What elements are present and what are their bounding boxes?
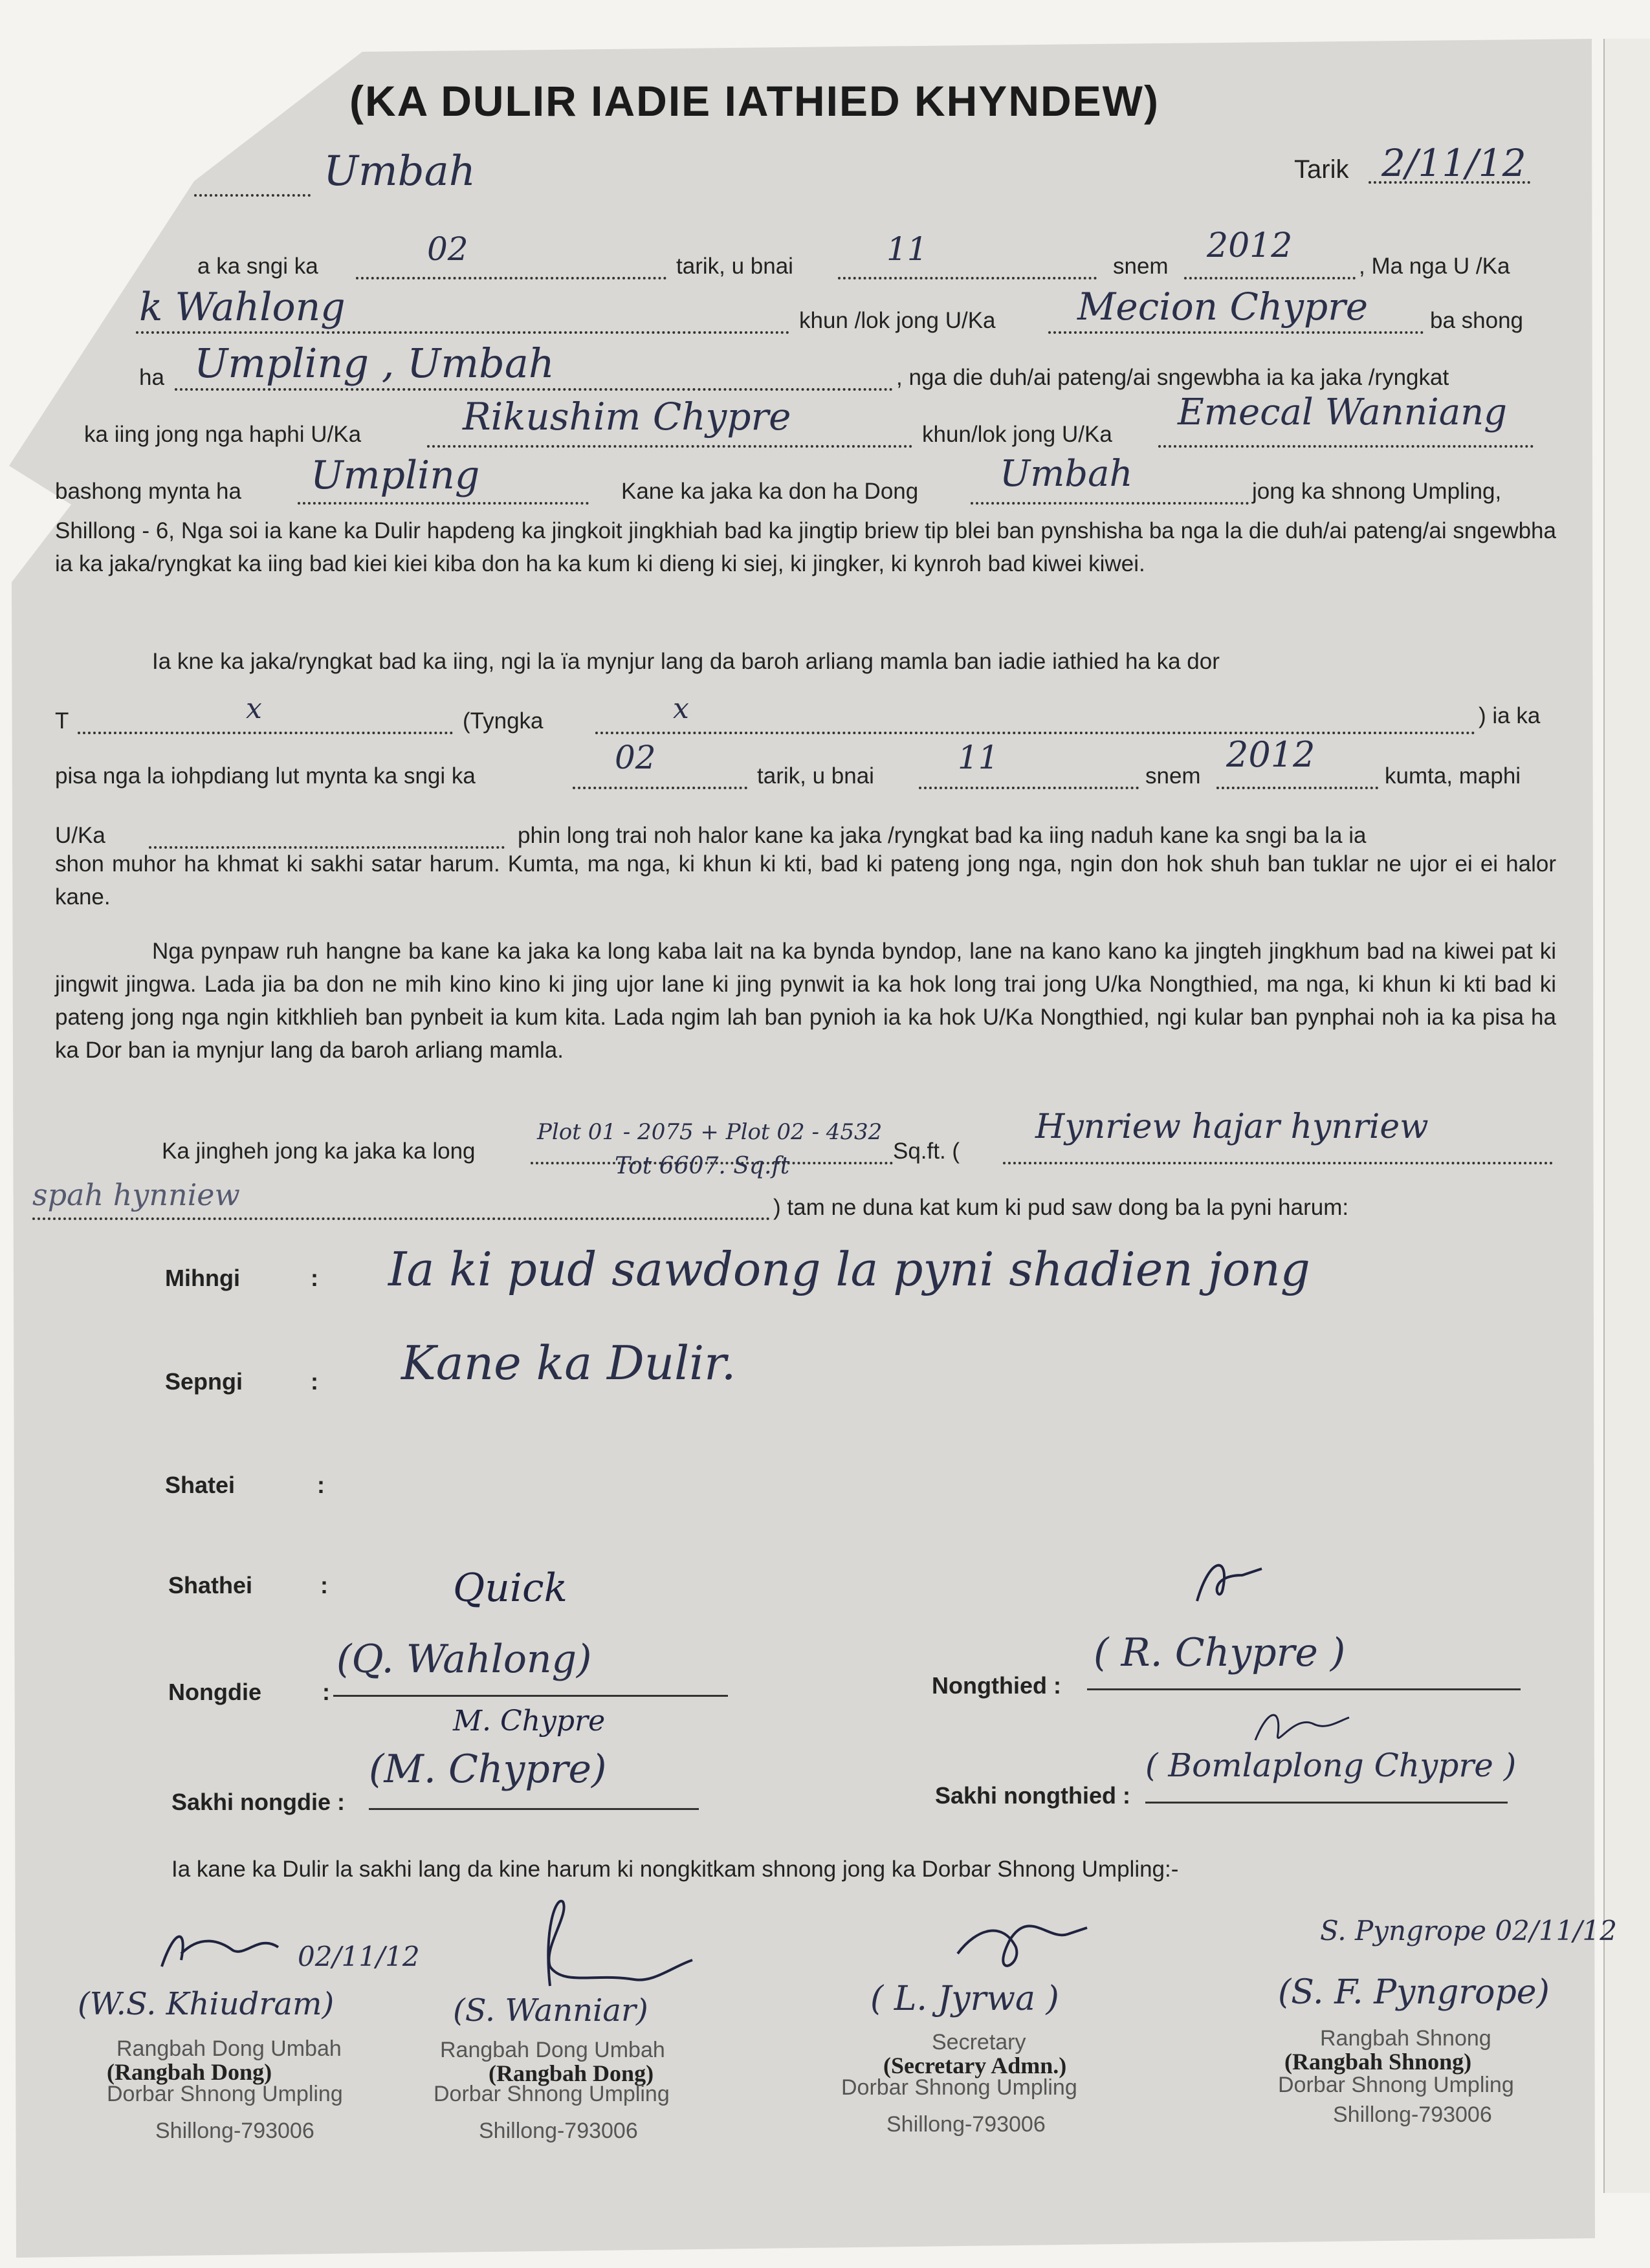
signatory-1-stamp-title: Rangbah Dong Umbah	[116, 2036, 342, 2061]
line2-suffix: ba shong	[1430, 308, 1524, 333]
nongthied-name-handwritten: ( R. Chypre )	[1094, 1630, 1346, 1675]
colon: :	[320, 1572, 328, 1598]
signatory-1-stamp-city: Shillong-793006	[155, 2119, 314, 2143]
sakhi-nongthied-label: Sakhi nongthied :	[935, 1782, 1130, 1809]
sepngi-handwritten: Kane ka Dulir.	[401, 1336, 736, 1390]
paragraph-1: Shillong - 6, Nga soi ia kane ka Dulir hapdeng ka jingkoit jingkhiah bad ka jingtip briew tip blei ban pynshisha ba nga la die duh/ai pateng/ai sngewbha ia ka jaka/ryngkat ka iing bad kiei kiei kiba don ha ka kum ki dieng ki siej, ki jingker, ki kynroh bad kiwei kiwei.	[55, 518, 1556, 576]
signatory-1-signature	[149, 1915, 298, 1986]
sqft-label: Sq.ft. (	[893, 1139, 960, 1164]
paragraph-2-rest: shon muhor ha khmat ki sakhi satar harum. Kumta, ma nga, ki khun ki kti, bad ki pateng jong nga, ngin don hok shuh ban tuklar ne ujor ei ei halor kane.	[55, 851, 1556, 910]
tyngka-label: (Tyngka	[463, 708, 544, 734]
plot-handwritten: Plot 01 - 2075 + Plot 02 - 4532	[537, 1119, 883, 1145]
signatory-3-name-handwritten: ( L. Jyrwa )	[870, 1979, 1059, 2018]
signatory-4-stamp-org: Dorbar Shnong Umpling	[1278, 2073, 1514, 2097]
area-words2-handwritten: spah hynniew	[32, 1177, 240, 1212]
line4-prefix: ka iing jong nga haphi U/Ka	[84, 422, 362, 447]
dotted-line	[573, 787, 747, 789]
dotted-line	[971, 502, 1249, 505]
signatory-1-stamp-org: Dorbar Shnong Umpling	[107, 2082, 343, 2106]
dotted-line	[1184, 277, 1356, 279]
signatory-2-stamp-org: Dorbar Shnong Umpling	[434, 2082, 670, 2106]
tyngka-handwritten: x	[673, 692, 689, 725]
dotted-line	[78, 732, 453, 734]
year-handwritten: 2012	[1207, 226, 1293, 265]
signatory-1-bold-title: (Rangbah Dong)	[107, 2059, 272, 2085]
t-label: T	[55, 708, 69, 734]
dotted-line	[1216, 787, 1378, 789]
colon: :	[311, 1265, 318, 1291]
uka-rest: phin long trai noh halor kane ka jaka /ryngkat bad ka iing naduh kane ka sngi ba la ia	[518, 823, 1367, 848]
signatory-4-bold-title: (Rangbah Shnong)	[1284, 2049, 1472, 2075]
signatory-2-name-handwritten: (S. Wanniar)	[453, 1992, 648, 2029]
sakhi-nongthied-signature	[1249, 1701, 1352, 1753]
signatory-4-signature-date: S. Pyngrope 02/11/12	[1320, 1915, 1617, 1946]
line3-suffix: , nga die duh/ai pateng/ai sngewbha ia ka jaka /ryngkat	[896, 365, 1449, 390]
seller-name-handwritten: k Wahlong	[139, 285, 346, 330]
nongthied-label: Nongthied :	[932, 1672, 1061, 1699]
dotted-line	[427, 445, 912, 448]
dotted-line	[919, 787, 1139, 789]
signatory-1-name-handwritten: (W.S. Khiudram)	[78, 1986, 335, 2022]
signatory-2-signature	[505, 1889, 699, 1999]
witness-line: Ia kane ka Dulir la sakhi lang da kine harum ki nongkitkam shnong jong ka Dorbar Shnong Umpling:-	[171, 1857, 1179, 1882]
tyngka-suffix: ) ia ka	[1479, 703, 1541, 728]
t-handwritten: x	[246, 692, 262, 725]
signatory-3-stamp-title: Secretary	[932, 2030, 1026, 2055]
pisa-tarik: tarik, u bnai	[757, 763, 874, 789]
pisa-snem: snem	[1145, 763, 1201, 789]
mihngi-handwritten: Ia ki pud sawdong la pyni shadien jong	[388, 1242, 1310, 1296]
underlying-sheet-edge	[1603, 39, 1650, 2193]
colon: :	[317, 1472, 325, 1498]
line5-prefix: bashong mynta ha	[55, 479, 241, 504]
signature-line	[1087, 1688, 1521, 1690]
dotted-line	[1158, 445, 1534, 448]
para2-line1: Ia kne ka jaka/ryngkat bad ka iing, ngi la ïa mynjur lang da baroh arliang mamla ban iadie iathied ha ka dor	[152, 649, 1220, 674]
line4-mid: khun/lok jong U/Ka	[922, 422, 1112, 447]
signatory-2-stamp-city: Shillong-793006	[479, 2119, 638, 2143]
tarik-label: Tarik	[1294, 155, 1349, 184]
pisa-suffix: kumta, maphi	[1385, 763, 1521, 789]
uka-label: U/Ka	[55, 823, 105, 848]
shathei-label: Shathei	[168, 1572, 253, 1598]
signatory-4-stamp-city: Shillong-793006	[1333, 2102, 1492, 2127]
line1-tarik: tarik, u bnai	[676, 254, 793, 279]
tarik-handwritten: 2/11/12	[1381, 141, 1526, 185]
nongdie-label: Nongdie	[168, 1679, 261, 1705]
pisa-prefix: pisa nga la iohpdiang lut mynta ka sngi ka	[55, 763, 476, 789]
mihngi-label: Mihngi	[165, 1265, 240, 1291]
month-handwritten: 11	[886, 230, 928, 268]
line5-mid: Kane ka jaka ka don ha Dong	[621, 479, 919, 504]
paragraph-3: Nga pynpaw ruh hangne ba kane ka jaka ka long kaba lait na ka bynda byndop, lane na kano kano ka jingteh jingkhum bad na kiwei pat ki jingwit jingwa. Lada jia ba don ne mih kino kino ki jing ujor lane ki jing pynwit ia ka hok long trai jong U/ka Nongthied, ma nga, ki khun ki kti bad ki pateng jong nga ngin kitkhlieh ban pynbeit ia kum kita. Lada ngim lah ban pynioh ia ka hok U/Ka Nongthied, ngi kular ban pynphai noh ia ka pisa ha ka Dor ban ia mynjur lang da baroh arliang mamla.	[55, 939, 1556, 1063]
sakhi-nongdie-signature: M. Chypre	[453, 1705, 606, 1738]
signatory-4-name-handwritten: (S. F. Pyngrope)	[1278, 1973, 1550, 2012]
signatory-4-stamp-title: Rangbah Shnong	[1320, 2026, 1491, 2051]
sakhi-nongthied-name-handwritten: ( Bomlaplong Chypre )	[1145, 1747, 1517, 1784]
line3-prefix: ha	[139, 365, 164, 390]
area-prefix: Ka jingheh jong ka jaka ka long	[162, 1139, 476, 1164]
colon: :	[322, 1679, 330, 1705]
seller-place-handwritten: Umpling , Umbah	[194, 340, 555, 387]
signature-line	[333, 1695, 728, 1697]
signatory-3-stamp-city: Shillong-793006	[886, 2112, 1046, 2137]
dotted-line	[194, 194, 311, 197]
pisa-year-handwritten: 2012	[1226, 734, 1315, 775]
seller-parent-handwritten: Mecion Chypre	[1077, 285, 1369, 329]
dong-handwritten: Umbah	[1000, 453, 1133, 495]
dotted-line	[595, 732, 1475, 734]
buyer-place-handwritten: Umpling	[311, 453, 480, 498]
nongthied-signature	[1184, 1549, 1268, 1620]
signatory-3-bold-title: (Secretary Admn.)	[883, 2053, 1067, 2078]
signature-line	[369, 1808, 699, 1810]
dotted-line	[1048, 331, 1424, 334]
dotted-line	[356, 277, 666, 279]
area-words-handwritten: Hynriew hajar hynriew	[1035, 1107, 1429, 1146]
shatei-label: Shatei	[165, 1472, 236, 1498]
nongdie-name-handwritten: (Q. Wahlong)	[336, 1637, 592, 1682]
signatory-3-stamp-org: Dorbar Shnong Umpling	[841, 2075, 1077, 2100]
signatory-1-date: 02/11/12	[298, 1941, 420, 1972]
dotted-line	[136, 331, 789, 334]
line2-mid: khun /lok jong U/Ka	[799, 308, 996, 333]
area-suffix: ) tam ne duna kat kum ki pud saw dong ba la pyni harum:	[773, 1195, 1349, 1220]
nongdie-signature: Quick	[453, 1565, 567, 1611]
pisa-month-handwritten: 11	[958, 739, 999, 776]
signatory-2-bold-title: (Rangbah Dong)	[489, 2060, 654, 2086]
line5-suffix: jong ka shnong Umpling,	[1252, 479, 1502, 504]
sakhi-nongdie-name-handwritten: (M. Chypre)	[369, 1747, 607, 1792]
sakhi-nongdie-label: Sakhi nongdie :	[171, 1789, 346, 1815]
colon: :	[311, 1368, 318, 1395]
sepngi-label: Sepngi	[165, 1368, 243, 1395]
buyer-name-handwritten: Rikushim Chypre	[463, 395, 791, 439]
plot-total-handwritten: Tot 6607. Sq.ft	[615, 1153, 790, 1179]
dotted-line	[838, 277, 1097, 279]
dotted-line	[298, 502, 589, 505]
day-handwritten: 02	[427, 230, 468, 268]
dotted-line	[175, 388, 893, 391]
signature-line	[1145, 1802, 1508, 1804]
pisa-day-handwritten: 02	[615, 739, 656, 776]
signatory-2-stamp-title: Rangbah Dong Umbah	[440, 2038, 665, 2062]
line1-snem: snem	[1113, 254, 1169, 279]
dotted-line	[32, 1217, 770, 1220]
line1-prefix: a ka sngi ka	[197, 254, 318, 279]
buyer-parent-handwritten: Emecal Wanniang	[1178, 391, 1508, 433]
dotted-line	[1003, 1162, 1553, 1164]
line1-suffix: , Ma nga U /Ka	[1359, 254, 1510, 279]
document-title: (KA DULIR IADIE IATHIED KHYNDEW)	[349, 77, 1160, 125]
place-handwritten: Umbah	[324, 147, 476, 195]
